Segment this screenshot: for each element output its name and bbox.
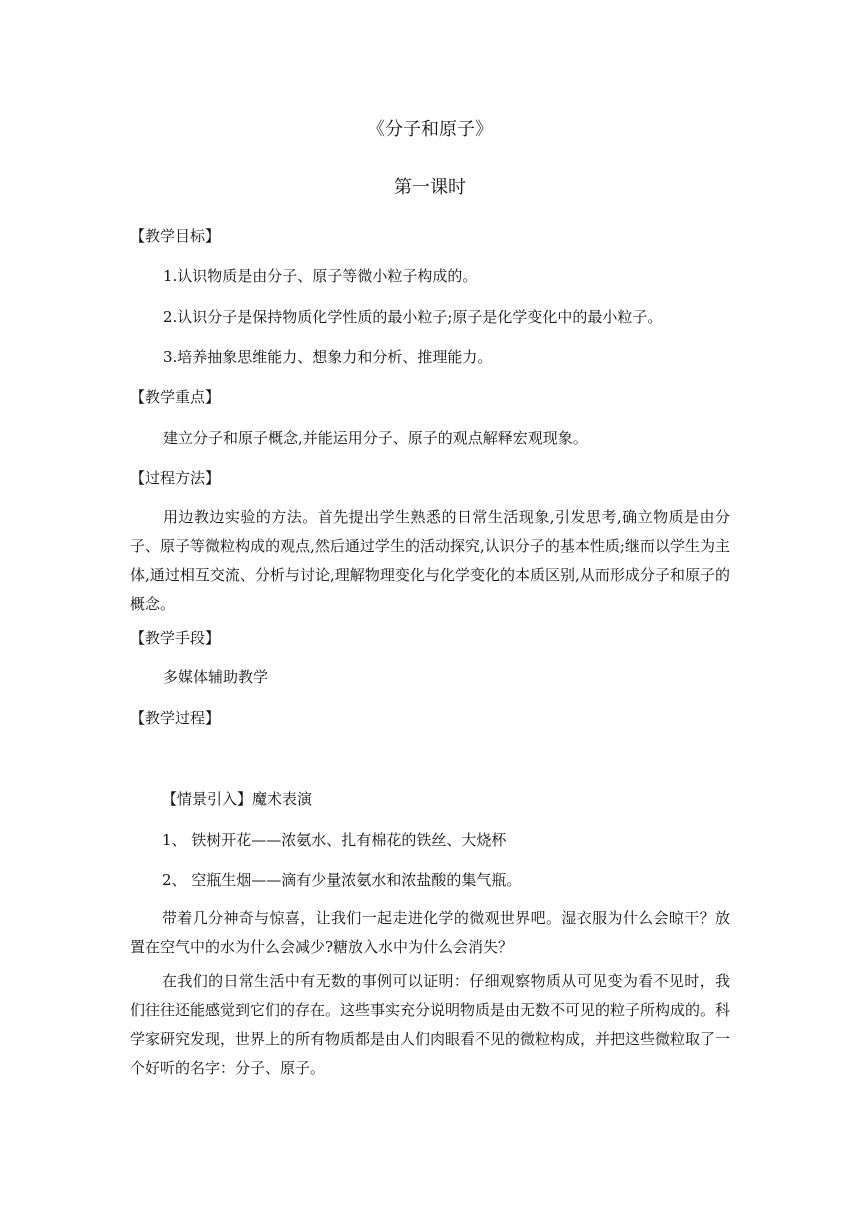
- methods-heading: 【过程方法】: [130, 469, 221, 487]
- methods-text: 用边教边实验的方法。首先提出学生熟悉的日常生活现象,引发思考,确立物质是由分子、原子等微粒构成的观点,然后通过学生的活动探究,认识分子的基本性质;继而以学生为主体,通过相互交流、分析与讨论,理解物理变化与化学变化的本质区别,从而形成分子和原子的概念。: [130, 508, 730, 613]
- process-heading: 【教学过程】: [130, 709, 221, 727]
- document-title: 《分子和原子》: [367, 119, 493, 140]
- objective-item: 1.认识物质是由分子、原子等微小粒子构成的。: [163, 267, 478, 285]
- intro-item: 1、 铁树开花——浓氨水、扎有棉花的铁丝、大烧杯: [162, 831, 507, 849]
- objective-item: 2.认识分子是保持物质化学性质的最小粒子;原子是化学变化中的最小粒子。: [163, 308, 663, 326]
- key-points-heading: 【教学重点】: [130, 388, 221, 406]
- objectives-heading: 【教学目标】: [130, 227, 221, 245]
- intro-item: 2、 空瓶生烟——滴有少量浓氨水和浓盐酸的集气瓶。: [162, 871, 522, 889]
- document-subtitle: 第一课时: [394, 177, 466, 198]
- key-points-text: 建立分子和原子概念,并能运用分子、原子的观点解释宏观现象。: [163, 429, 588, 447]
- paragraph-2: 在我们的日常生活中有无数的事例可以证明：仔细观察物质从可见变为看不见时，我们往往还能感觉到它们的存在。这些事实充分说明物质是由无数不可见的粒子所构成的。科学家研究发现，世界上的所有物质都是由人们肉眼看不见的微粒构成，并把这些微粒取了一个好听的名字：分子、原子。: [130, 972, 731, 1077]
- intro-label: 【情景引入】魔术表演: [162, 790, 313, 808]
- means-heading: 【教学手段】: [130, 629, 221, 647]
- paragraph-1: 带着几分神奇与惊喜，让我们一起走进化学的微观世界吧。湿衣服为什么会晾干？放置在空气中的水为什么会减少?糖放入水中为什么会消失？: [130, 909, 730, 956]
- objective-item: 3.培养抽象思维能力、想象力和分析、推理能力。: [163, 348, 493, 366]
- means-text: 多媒体辅助教学: [163, 668, 269, 686]
